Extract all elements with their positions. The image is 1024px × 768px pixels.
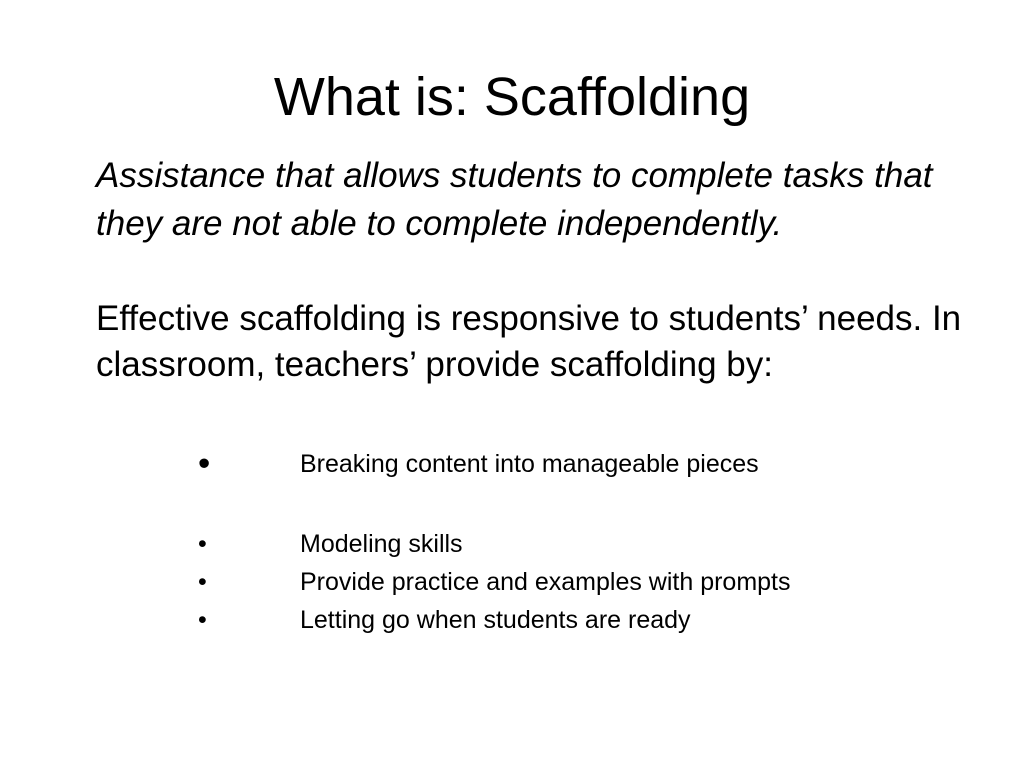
bullet-text: Provide practice and examples with prompts xyxy=(300,568,791,596)
list-item xyxy=(0,525,1024,563)
slide-title: What is: Scaffolding xyxy=(273,67,751,127)
list-item xyxy=(0,563,1024,601)
description-text: Effective scaffolding is responsive to students’ needs. In classroom, teachers’ provide scaffolding by: xyxy=(96,299,962,384)
bullet-icon: • xyxy=(198,530,207,558)
bullet-text: Modeling skills xyxy=(300,530,463,558)
list-item xyxy=(0,601,1024,639)
bullet-icon: • xyxy=(198,444,211,483)
bullet-text: Letting go when students are ready xyxy=(300,606,691,634)
bullet-text: Breaking content into manageable pieces xyxy=(300,450,759,478)
bullet-icon: • xyxy=(198,568,207,596)
bullet-list xyxy=(0,445,1024,639)
definition-text: Assistance that allows students to complete tasks that they are not able to complete independently. xyxy=(96,156,933,243)
list-item xyxy=(0,445,1024,525)
bullet-icon: • xyxy=(198,606,207,634)
